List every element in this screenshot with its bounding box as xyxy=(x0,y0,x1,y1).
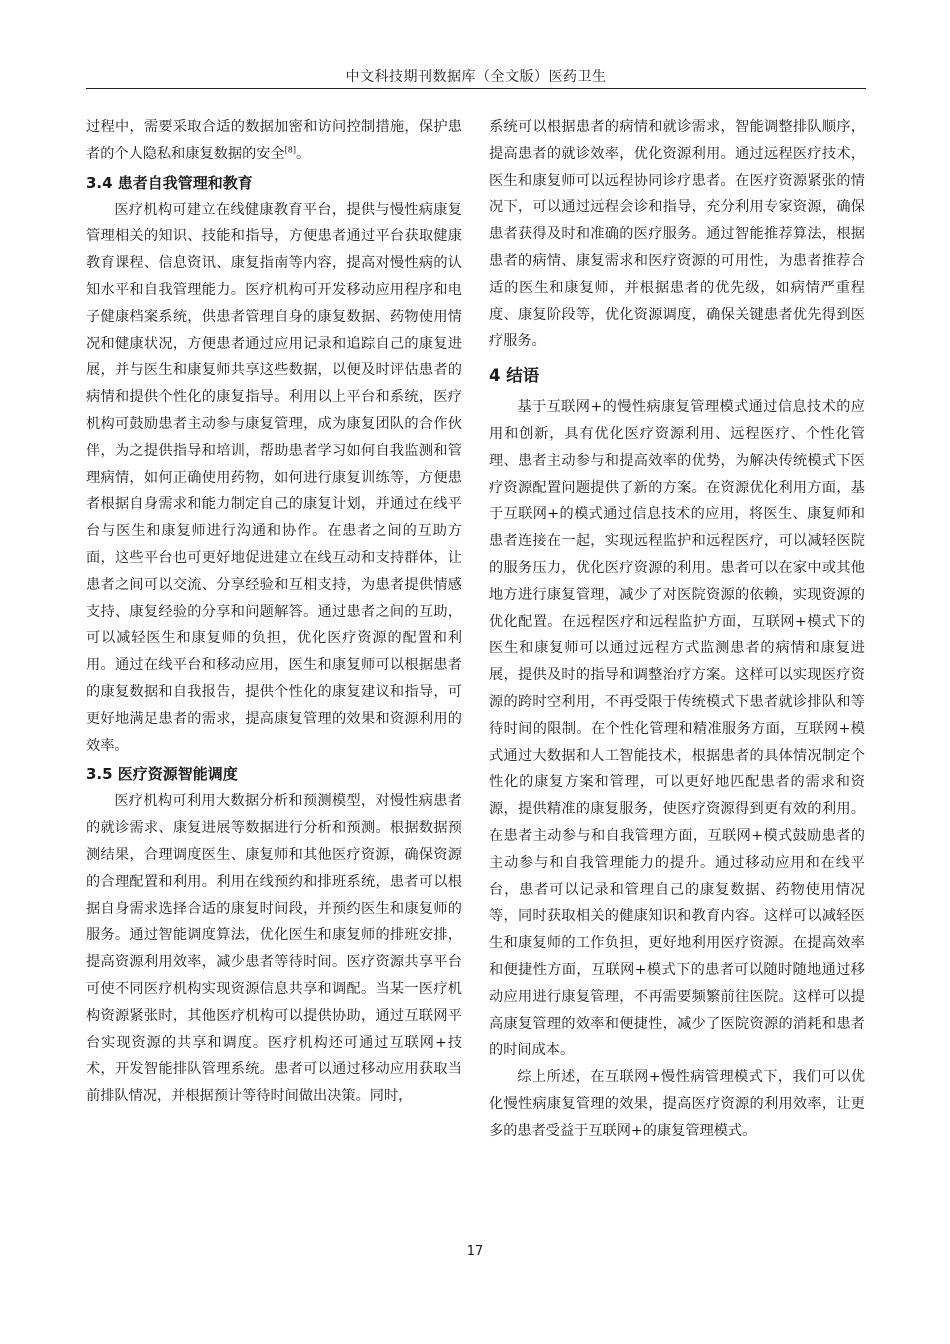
section-heading-3-5: 3.5 医疗资源智能调度 xyxy=(86,765,238,784)
citation-ref: [8] xyxy=(284,145,296,155)
paragraph-continued-right: 系统可以根据患者的病情和就诊需求，智能调整排队顺序，提高患者的就诊效率，优化资源利用。通过远程医疗技术，医生和康复师可以远程协同诊疗患者。在医疗资源紧张的情况下，可以通过远程会诊和指导，充分利用专家资源，确保患者获得及时和准确的医疗服务。通过智能推荐算法，根据患者的病情、康复需求和医疗资源的可用性，为患者推荐合适的医生和康复师，并根据患者的优先级，如病情严重程度、康复阶段等，优化资源调度，确保关键患者优先得到医疗服务。 xyxy=(489,119,865,350)
paragraph-3-4: 医疗机构可建立在线健康教育平台，提供与慢性病康复管理相关的知识、技能和指导，方便患者通过平台获取健康教育课程、信息资讯、康复指南等内容，提高对慢性病的认知水平和自我管理能力。医疗机构可开发移动应用程序和电子健康档案系统，供患者管理自身的康复数据、药物使用情况和健康状况，方便患者通过应用记录和追踪自己的康复进展，并与医生和康复师共享这些数据，以便及时评估患者的病情和提供个性化的康复指导。利用以上平台和系统，医疗机构可鼓励患者主动参与康复管理，成为康复团队的合作伙伴，为之提供指导和培训，帮助患者学习如何自我监测和管理病情，如何正确使用药物，如何进行康复训练等，方便患者根据自身需求和能力制定自己的康复计划，并通过在线平台与医生和康复师进行沟通和协作。在患者之间的互助方面，这些平台也可更好地促进建立在线互动和支持群体，让患者之间可以交流、分享经验和互相支持，为患者提供情感支持、康复经验的分享和问题解答。通过患者之间的互助，可以减轻医生和康复师的负担，优化医疗资源的配置和利用。通过在线平台和移动应用，医生和康复师可以根据患者的康复数据和自我报告，提供个性化的康复建议和指导，可更好地满足患者的需求，提高康复管理的效果和资源利用的效率。 xyxy=(86,201,462,754)
paragraph-conclusion: 基于互联网+的慢性病康复管理模式通过信息技术的应用和创新，具有优化医疗资源利用、远程医疗、个性化管理、患者主动参与和提高效率的优势，为解决传统模式下医疗资源配置问题提供了新的方案。在资源优化利用方面，基于互联网+的模式通过信息技术的应用，将医生、康复师和患者连接在一起，实现远程监护和远程医疗，可以减轻医院的服务压力，优化医疗资源的利用。患者可以在家中或其他地方进行康复管理，减少了对医院资源的依赖，实现资源的优化配置。在远程医疗和远程监护方面，互联网+模式下的医生和康复师可以通过远程方式监测患者的病情和康复进展，提供及时的指导和调整治疗方案。这样可以实现医疗资源的跨时空利用，不再受限于传统模式下患者就诊排队和等待时间的限制。在个性化管理和精准服务方面，互联网+模式通过大数据和人工智能技术，根据患者的具体情况制定个性化的康复方案和管理，可以更好地匹配患者的需求和资源，提供精准的康复服务，使医疗资源得到更有效的利用。在患者主动参与和自我管理方面，互联网+模式鼓励患者的主动参与和自我管理能力的提升。通过移动应用和在线平台，患者可以记录和管理自己的康复数据、药物使用情况等，同时获取相关的健康知识和教育内容。这样可以减轻医生和康复师的工作负担，更好地利用医疗资源。在提高效率和便捷性方面，互联网+模式下的患者可以随时随地通过移动应用进行康复管理，不再需要频繁前往医院。这样可以提高康复管理的效率和便捷性，减少了医院资源的消耗和患者的时间成本。 xyxy=(489,399,865,1059)
page-number: 17 xyxy=(466,1244,484,1259)
section-heading-3-4: 3.4 患者自我管理和教育 xyxy=(86,173,253,192)
paragraph-end: 。 xyxy=(295,145,311,162)
journal-header: 中文科技期刊数据库（全文版）医药卫生 xyxy=(345,69,607,85)
left-column xyxy=(86,114,462,1110)
paragraph-summary: 综上所述，在互联网+慢性病管理模式下，我们可以优化慢性病康复管理的效果，提高医疗资源的利用效率，让更多的患者受益于互联网+的康复管理模式。 xyxy=(489,1069,865,1139)
right-column xyxy=(489,114,865,1144)
paragraph-text: 过程中，需要采取合适的数据加密和访问控制措施，保护患者的个人隐私和康复数据的安全 xyxy=(86,119,462,162)
paragraph-continued-left xyxy=(86,114,462,168)
header-divider xyxy=(86,88,866,89)
section-heading-4: 4 结语 xyxy=(489,366,540,386)
paragraph-3-5: 医疗机构可利用大数据分析和预测模型，对慢性病患者的就诊需求、康复进展等数据进行分析和预测。根据数据预测结果，合理调度医生、康复师和其他医疗资源，确保资源的合理配置和利用。利用在线预约和排班系统，患者可以根据自身需求选择合适的康复时间段，并预约医生和康复师的服务。通过智能调度算法，优化医生和康复师的排班安排，提高资源利用效率，减少患者等待时间。医疗资源共享平台可使不同医疗机构实现资源信息共享和调配。当某一医疗机构资源紧张时，其他医疗机构可以提供协助，通过互联网平台实现资源的共享和调度。医疗机构还可通过互联网+技术，开发智能排队管理系统。患者可以通过移动应用获取当前排队情况，并根据预计等待时间做出决策。同时， xyxy=(86,793,462,1105)
